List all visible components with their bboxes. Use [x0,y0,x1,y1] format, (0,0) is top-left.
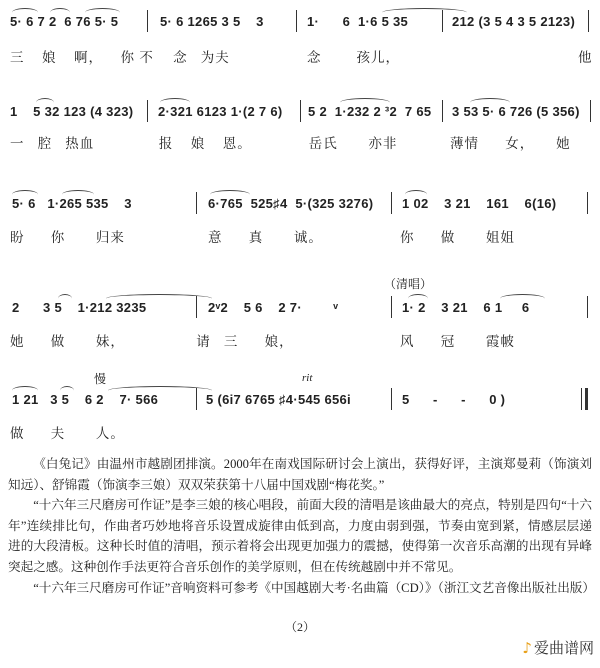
lyrics: 盼 你 归来 [10,230,125,245]
bar-line [587,192,588,214]
page-number: （2） [284,620,315,634]
bar-line [391,192,392,214]
commentary-paragraph: “十六年三尺磨房可作证”是李三娘的核心唱段，前面大段的清唱是该曲最大的亮点，特别是四句“十六年”连续排比句，作曲者巧妙地将音乐设置成旋律由低到高，力度由弱到强，节奏由宽到紧，情感层层递进的大段清板。这种长时值的清唱，预示着将会出现更加强力的震撼，使得第一次音乐高潮的出现有异峰突起之感。这种创作手法更符合音乐创作的美学原则，但在传统越剧中并不常见。 [8,498,592,574]
measure-notes: 3 53 5· 6 726 (5 356) [452,104,580,119]
ritardando-mark: rit [302,372,313,384]
lyrics: 你 做 姐姐 [400,230,515,245]
lyrics: 一 腔 热血 [10,136,95,151]
lyrics: 她 做 妹， [10,334,125,349]
lyrics: 念 孩儿， [307,50,400,65]
measure-notes: 6·765 525♯4 5·(325 3276) [208,196,374,211]
measure-notes: 2 3 5 1·212 3235 [12,300,147,315]
watermark-logo [522,637,594,658]
bar-line [588,10,589,32]
measure-notes: 2·321 6123 1·(2 7 6) [158,104,283,119]
measure-notes: 1 02 3 21 161 6(16) [402,196,557,211]
lyrics: 做 夫 人。 [10,426,125,441]
measure-notes: 1· 6 1·6 5 35 [307,14,409,29]
bar-line [296,10,297,32]
measure-notes: 5· 6 7 2 6 76 5· 5 [10,14,119,29]
lyrics: 岳氏 亦非 [300,136,398,151]
commentary-text [8,454,595,598]
lyrics: 三 娘 啊， 你 不 [10,50,154,65]
lyrics: 请 三 娘， [170,334,294,349]
bar-line [196,388,197,410]
bar-line [147,10,148,32]
measure-notes: 212 (3 5 4 3 5 2123) [452,14,576,29]
lyrics: 薄情 女， 她 [450,136,571,151]
measure-notes: 5 2 1·232 2 ³2 7 65 [308,104,432,119]
measure-notes: 5· 6 1265 3 5 3 [160,14,264,29]
watermark-text: 爱曲谱网 [533,639,594,657]
tempo-mark-man: 慢 [94,372,107,386]
qingchang-annotation: （清唱） [384,277,433,291]
music-note-icon: ♪ [522,639,532,657]
bar-line [442,10,443,32]
final-double-bar [581,388,586,410]
bar-line [300,100,301,122]
lyrics: 念 为夫 [160,50,230,65]
bar-line [590,100,591,122]
measure-notes: 5· 6 1·265 535 3 [12,196,132,211]
measure-notes: 1 5 32 123 (4 323) [10,104,134,119]
measure-notes: 1· 2 3 21 6 1 6 [402,300,530,315]
bar-line [196,296,197,318]
measure-notes: 5 - - 0 ) [402,392,506,407]
bar-line [147,100,148,122]
bar-line [196,192,197,214]
commentary-paragraph: 《白兔记》由温州市越剧团排演。2000年在南戏国际研讨会上演出，获得好评，主演郑曼莉（饰演刘知远）、舒锦霞（饰演李三娘）双双荣获第十八届中国戏剧“梅花奖。” [8,457,592,492]
bar-line [442,100,443,122]
lyrics: 意 真 诚。 [208,230,323,245]
commentary-paragraph: “十六年三尺磨房可作证”音响资料可参考《中国越剧大考·名曲篇（CD）》（浙江文艺音像出版社出版） [33,580,595,595]
measure-notes: 1 21 3 5 6 2 7· 566 [12,392,159,407]
lyrics: 他 [578,50,593,65]
measure-notes: 2ᵛ2 5 6 2 7· ᵛ [208,300,339,315]
measure-notes: 5 (6i7 6765 ♯4·545 656i [206,392,351,407]
lyrics: 报 娘 恩。 [150,136,252,151]
lyrics: 风 冠 霞帔 [400,334,515,349]
bar-line [391,388,392,410]
bar-line [587,296,588,318]
bar-line [391,296,392,318]
